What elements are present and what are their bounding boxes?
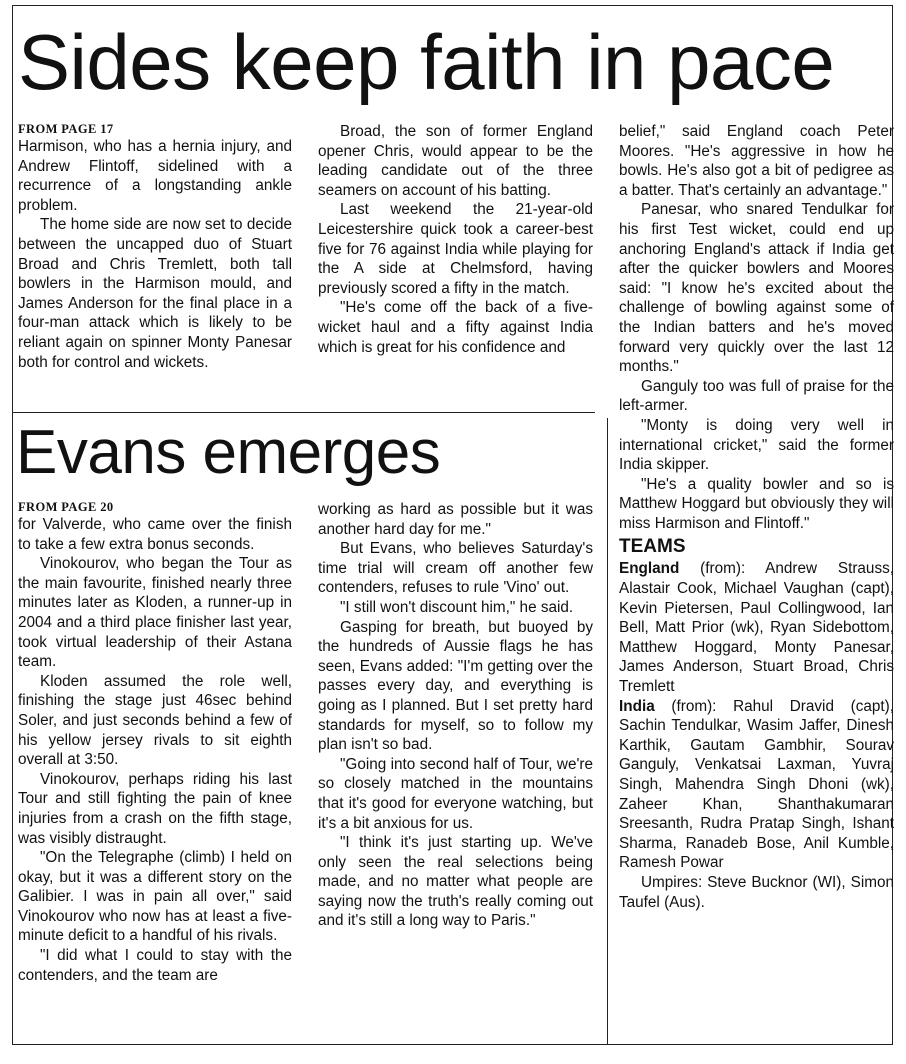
paragraph: Ganguly too was full of praise for the left-armer. (619, 377, 894, 415)
paragraph: "I did what I could to stay with the contenders, and the team are (18, 947, 292, 984)
paragraph: "I still won't discount him," he said. (340, 598, 574, 616)
paragraph: Kloden assumed the role well, finishing the stage just 46sec behind Soler, and just seconds behind a few of his yellow jersey rivals to sit eighth overall at 3:50. (18, 672, 292, 769)
umpires: Umpires: Steve Bucknor (WI), Simon Taufel (Aus). (619, 873, 894, 911)
england-squad: (from): Andrew Strauss, Alastair Cook, Michael Vaughan (capt), Kevin Pietersen, Paul Collingwood, Ian Bell, Matt Prior (wk), Ryan Sidebottom, Matthew Hoggard, Monty Panesar, James Anderson, Stuart Broad, Chris Tremlett (619, 560, 894, 696)
paragraph: Last weekend the 21-year-old Leicestershire quick took a career-best five for 76 against India while playing for the A side at Chelmsford, having previously scored a fifty in the match. (318, 201, 593, 297)
left-rule (12, 5, 13, 1045)
headline-sides-keep-faith: Sides keep faith in pace (18, 18, 835, 106)
paragraph: Gasping for breath, but buoyed by the hundreds of Aussie flags he has seen, Evans added: "I'm getting over the passes every day, and everything is going as I planned. But I set pretty hard standards for myself, so to follow my plan isn't so bad. (318, 618, 593, 754)
bottom-rule (12, 1044, 893, 1045)
india-label: India (619, 697, 655, 715)
paragraph: for Valverde, who came over the finish to take a few extra bonus seconds. (18, 516, 292, 553)
paragraph: "Going into second half of Tour, we're so closely matched in the mountains that it's good for everyone watching, but it's a bit anxious for us. (318, 755, 593, 832)
paragraph: But Evans, who believes Saturday's time trial will cream off another few contenders, refuses to rule 'Vino' out. (318, 540, 593, 597)
article2-column-2 (318, 500, 593, 931)
paragraph: Vinokourov, perhaps riding his last Tour and still fighting the pain of knee injuries from a crash on the fifth stage, was visibly distraught. (18, 770, 292, 847)
paragraph: The home side are now set to decide between the uncapped duo of Stuart Broad and Chris Tremlett, both tall bowlers in the Harmison mould, and James Anderson for the final place in a four-man attack which is likely to be reliant again on spinner Monty Panesar both for control and wickets. (18, 216, 292, 371)
paragraph: Vinokourov, who began the Tour as the main favourite, finished nearly three minutes later as Kloden, a runner-up in 2004 and a third place finisher last year, took virtual leadership of their Astana team. (18, 555, 292, 671)
headline-evans-emerges: Evans emerges (16, 418, 441, 487)
article1-column-3 (619, 122, 894, 912)
paragraph: "On the Telegraphe (climb) I held on okay, but it was a different story on the Galibier. I was in pain all over," said Vinokourov who now has at least a five-minute deficit to a handful of his rivals. (18, 849, 292, 945)
teams-england (619, 559, 894, 696)
england-label: England (619, 560, 680, 578)
teams-india (619, 697, 894, 873)
india-squad: (from): Rahul Dravid (capt), Sachin Tendulkar, Wasim Jaffer, Dinesh Karthik, Gautam Gambhir, Sourav Ganguly, Venkatsai Laxman, Yuvraj Singh, Mahendra Singh Dhoni (wk), Zaheer Khan, Shanthakumaran Sreesanth, Rudra Pratap Singh, Ishant Sharma, Ranadeb Bose, Anil Kumble, Ramesh Powar (619, 697, 894, 872)
paragraph: Broad, the son of former England opener Chris, would appear to be the leading candidate out of the three seamers on account of his batting. (318, 123, 593, 199)
paragraph: Harmison, who has a hernia injury, and Andrew Flintoff, sidelined with a recurrence of a longstanding ankle problem. (18, 138, 292, 214)
article1-column-1 (18, 121, 292, 372)
paragraph: Panesar, who snared Tendulkar for his first Test wicket, could end up anchoring England's attack if India get after the quicker bowlers and Moores said: "I know he's excited about the challenge of bowling against some of the Indian batters and he's moved forward very quickly over the last 12 months." (619, 201, 894, 376)
paragraph: "He's come off the back of a five-wicket haul and a fifty against India which is great for his confidence and (318, 299, 593, 356)
paragraph: "He's a quality bowler and so is Matthew Hoggard but obviously they will miss Harmison and Flintoff." (619, 475, 894, 532)
paragraph: working as hard as possible but it was another hard day for me." (318, 501, 593, 538)
article1-column-2 (318, 122, 593, 357)
paragraph: "I think it's just starting up. We've only seen the real selections being made, and no matter what people are saying now the truth's really coming out and it's still a long way to Paris." (318, 834, 593, 930)
teams-heading: TEAMS (619, 536, 686, 558)
top-rule (12, 5, 893, 6)
article2-kicker: FROM PAGE 20 (18, 500, 114, 514)
article1-kicker: FROM PAGE 17 (18, 122, 114, 136)
paragraph: "Monty is doing very well in international cricket," said the former India skipper. (619, 416, 894, 474)
article-divider-vertical (607, 418, 608, 1044)
article2-column-1 (18, 499, 292, 985)
paragraph: belief," said England coach Peter Moores. "He's aggressive in how he bowls. He's also got a bit of pedigree as a batter. That's certainly an advantage." (619, 123, 894, 199)
